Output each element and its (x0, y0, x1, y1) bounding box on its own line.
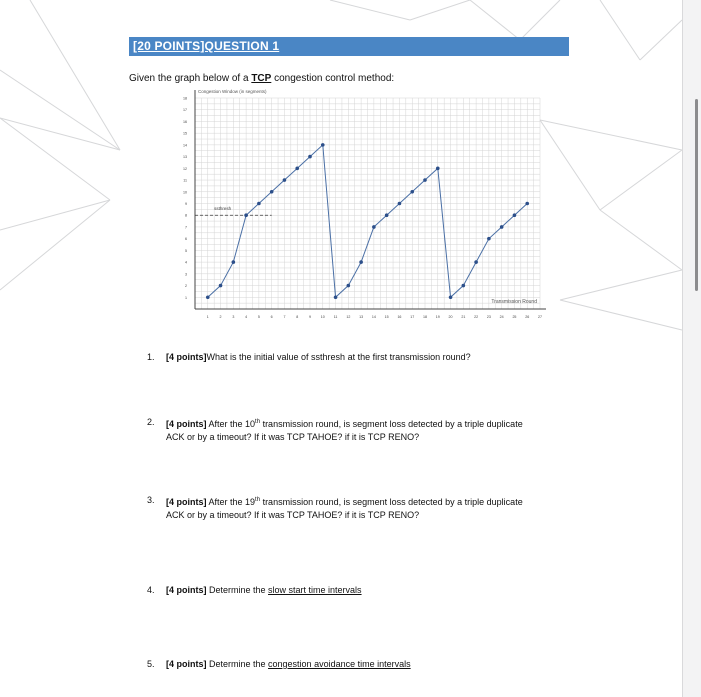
x-tick-label: 18 (423, 315, 427, 319)
question-number: 1. (147, 352, 155, 362)
x-tick-label: 13 (359, 315, 364, 319)
x-tick-label: 14 (371, 315, 376, 319)
x-tick-label: 3 (232, 315, 235, 319)
data-point (257, 202, 261, 206)
data-point (449, 295, 453, 299)
question-points: [4 points] (166, 659, 207, 669)
intro-text (129, 73, 394, 84)
data-point (513, 213, 517, 217)
question-title: [20 POINTS]QUESTION 1 (133, 39, 280, 53)
x-tick-label: 25 (512, 315, 517, 319)
question-text: After the 10 (206, 419, 256, 429)
x-axis-label: Transmission Round (491, 299, 537, 305)
question-banner (129, 37, 569, 56)
data-point (321, 143, 325, 147)
x-tick-label: 12 (346, 315, 351, 319)
y-tick-label: 18 (183, 96, 187, 101)
data-point (334, 295, 338, 299)
y-tick-label: 16 (183, 119, 187, 124)
question-number: 2. (147, 417, 155, 427)
y-tick-label: 5 (185, 248, 187, 253)
question-points: [4 points] (166, 352, 207, 362)
intro-before: Given the graph below of a (129, 73, 252, 84)
x-tick-label: 7 (283, 315, 286, 319)
data-point (410, 190, 414, 194)
data-point (206, 295, 210, 299)
data-point (423, 178, 427, 182)
y-tick-label: 17 (183, 108, 187, 113)
data-point (232, 260, 236, 264)
data-point (462, 284, 466, 288)
ssthresh-label: ssthresh (214, 206, 232, 212)
data-point (487, 237, 491, 241)
x-tick-label: 15 (384, 315, 389, 319)
data-point (525, 202, 529, 206)
data-point (385, 213, 389, 217)
x-tick-label: 19 (435, 315, 440, 319)
data-point (398, 202, 402, 206)
data-point (283, 178, 287, 182)
x-tick-label: 6 (270, 315, 273, 319)
data-point (270, 190, 274, 194)
underlined-term: slow start time intervals (268, 585, 362, 595)
question-number: 4. (147, 585, 155, 595)
question-text: ACK or by a timeout? If it was TCP TAHOE? if it is TCP RENO? (166, 432, 420, 442)
data-point (474, 260, 478, 264)
y-tick-label: 6 (185, 237, 187, 242)
x-tick-label: 1 (206, 315, 209, 319)
question-text: transmission round, is segment loss detected by a triple duplicate (260, 497, 523, 507)
x-tick-label: 4 (245, 315, 248, 319)
data-point (308, 155, 312, 159)
x-tick-label: 27 (538, 315, 542, 319)
scrollbar-thumb[interactable] (695, 99, 698, 291)
question-points: [4 points] (166, 419, 207, 429)
chart-title: Congestion Window (in segments) (198, 89, 267, 94)
y-tick-label: 15 (183, 131, 187, 136)
superscript: th (255, 419, 261, 425)
x-tick-label: 26 (525, 315, 530, 319)
y-tick-label: 9 (185, 202, 187, 206)
question-text: What is the initial value of ssthresh at the first transmission round? (206, 352, 471, 362)
x-tick-label: 20 (448, 315, 453, 319)
x-tick-label: 22 (474, 315, 479, 319)
data-point (436, 167, 440, 171)
superscript: th (255, 497, 261, 503)
y-tick-label: 8 (185, 213, 187, 218)
question-text: transmission round, is segment loss detected by a triple duplicate (260, 419, 523, 429)
congestion-window-chart (170, 84, 542, 324)
y-tick-label: 1 (185, 295, 187, 300)
question-text: Determine the (206, 585, 269, 595)
data-point (244, 213, 248, 217)
x-tick-label: 16 (397, 315, 402, 319)
y-tick-label: 4 (185, 260, 187, 265)
y-tick-label: 2 (185, 284, 187, 289)
question-text: After the 19 (206, 497, 256, 507)
data-point (295, 167, 299, 171)
y-tick-label: 3 (185, 272, 187, 277)
y-tick-label: 14 (183, 143, 187, 148)
underlined-term: congestion avoidance time intervals (268, 659, 411, 669)
intro-method: TCP (251, 73, 272, 84)
x-tick-label: 10 (320, 315, 325, 319)
question-number: 5. (147, 659, 155, 669)
x-tick-label: 17 (410, 315, 415, 319)
page-margin (682, 0, 701, 697)
question-points: [4 points] (166, 497, 207, 507)
x-tick-label: 11 (333, 315, 338, 319)
y-tick-label: 10 (183, 190, 187, 195)
data-point (347, 284, 351, 288)
data-point (359, 260, 363, 264)
y-tick-label: 12 (183, 166, 187, 171)
question-points: [4 points] (166, 585, 207, 595)
y-tick-label: 13 (183, 155, 187, 160)
data-point (219, 284, 223, 288)
x-tick-label: 21 (461, 315, 466, 319)
question-text: ACK or by a timeout? If it was TCP TAHOE? if it is TCP RENO? (166, 510, 420, 520)
question-number: 3. (147, 495, 155, 505)
intro-after: congestion control method: (271, 73, 395, 84)
y-tick-label: 11 (183, 178, 187, 183)
data-point (500, 225, 504, 229)
question-text: Determine the (206, 659, 269, 669)
y-tick-label: 7 (185, 225, 187, 230)
x-tick-label: 23 (486, 315, 491, 319)
x-tick-label: 2 (219, 315, 222, 319)
x-tick-label: 5 (257, 315, 260, 319)
data-point (372, 225, 376, 229)
x-tick-label: 9 (309, 315, 311, 319)
x-tick-label: 8 (296, 315, 299, 319)
x-tick-label: 24 (499, 315, 504, 319)
